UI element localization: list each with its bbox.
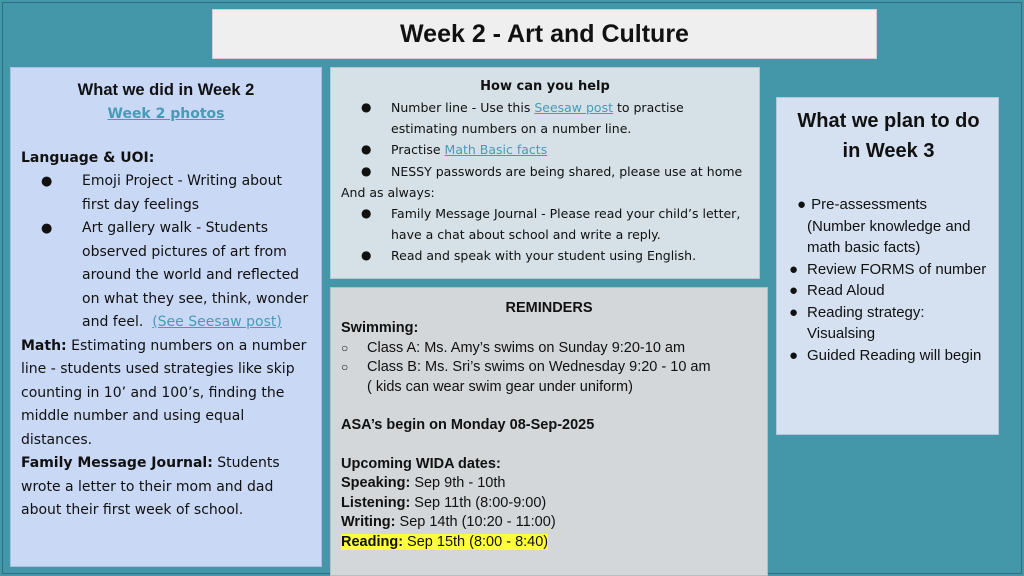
wida-row bbox=[341, 474, 757, 494]
week2-photos-link[interactable]: Week 2 photos bbox=[107, 106, 225, 122]
seesaw-post-link[interactable]: Seesaw post bbox=[534, 100, 613, 115]
class-a-text: Class A: Ms. Amy’s swims on Sunday 9:20-10 am bbox=[367, 339, 686, 356]
wida-value: Sep 15th (8:00 - 8:40) bbox=[403, 533, 549, 550]
list-item bbox=[341, 245, 749, 266]
help-item-text: Family Message Journal - Please read your child’s letter, have a chat about school and write a reply. bbox=[391, 206, 741, 243]
language-list bbox=[41, 170, 311, 335]
bullet-icon: ● bbox=[789, 260, 799, 278]
plan-item-text: Reading strategy: Visualsing bbox=[807, 303, 925, 342]
bullet-icon: ● bbox=[789, 282, 799, 299]
circle-bullet-icon: ○ bbox=[341, 360, 349, 374]
list-item bbox=[341, 161, 749, 182]
wida-heading: Upcoming WIDA dates: bbox=[341, 455, 501, 472]
bullet-icon: ● bbox=[789, 303, 799, 321]
page-title: Week 2 - Art and Culture bbox=[400, 19, 689, 48]
highlight bbox=[341, 534, 548, 550]
class-b-note: ( kids can wear swim gear under uniform) bbox=[367, 378, 633, 395]
circle-bullet-icon: ○ bbox=[341, 340, 349, 355]
math-label: Math: bbox=[21, 337, 67, 354]
bullet-icon: ● bbox=[797, 196, 807, 213]
help-item-text: Read and speak with your student using English. bbox=[391, 248, 697, 264]
wida-row bbox=[341, 533, 757, 553]
reminders-panel bbox=[330, 287, 768, 576]
wida-row bbox=[341, 494, 757, 514]
fmj-paragraph bbox=[21, 452, 311, 523]
wida-label: Writing: bbox=[341, 514, 396, 530]
list-item bbox=[341, 97, 749, 139]
swimming-list bbox=[341, 339, 757, 398]
wida-value: Sep 9th - 10th bbox=[410, 475, 506, 491]
plan-item-text: Read Aloud bbox=[807, 282, 885, 299]
list-item bbox=[41, 170, 311, 217]
bullet-icon: ● bbox=[789, 346, 799, 364]
wida-label: Listening: bbox=[341, 494, 411, 511]
plan-list bbox=[789, 194, 988, 366]
fmj-text: Students wrote a letter to their mom and dad about their first week of school. bbox=[21, 455, 280, 518]
week2-summary-heading: What we did in Week 2 bbox=[77, 81, 255, 99]
bullet-icon: ● bbox=[361, 142, 372, 157]
week3-plan-panel bbox=[776, 97, 999, 435]
language-uoi-heading: Language & UOI: bbox=[21, 149, 155, 166]
list-item bbox=[789, 345, 988, 367]
asa-text: ASA’s begin on Monday 08-Sep-2025 bbox=[341, 417, 595, 433]
help-list bbox=[341, 97, 749, 182]
wida-label: Reading: bbox=[341, 533, 404, 550]
bullet-icon: ● bbox=[41, 221, 53, 236]
fmj-label: Family Message Journal: bbox=[21, 455, 213, 471]
week2-summary-panel bbox=[10, 67, 322, 567]
seesaw-post-link[interactable]: (See Seesaw post) bbox=[152, 314, 282, 330]
list-item bbox=[341, 339, 757, 359]
list-item-text: Emoji Project - Writing about first day feelings bbox=[82, 173, 282, 213]
swimming-heading: Swimming: bbox=[341, 320, 419, 336]
wida-row bbox=[341, 513, 757, 533]
plan-item-text: Review FORMS of number bbox=[807, 260, 987, 278]
list-item bbox=[789, 259, 988, 281]
wida-value: Sep 14th (10:20 - 11:00) bbox=[395, 514, 556, 530]
help-item-text: Practise bbox=[391, 142, 445, 158]
title-box bbox=[212, 9, 877, 59]
math-text: Estimating numbers on a number line - students used strategies like skip counting in 10’ and 100’s, finding the middle number and using equal distances. bbox=[21, 337, 307, 448]
list-item-text: Art gallery walk - Students observed pictures of art from around the world and reflected on what they see, think, wonder and feel. bbox=[82, 220, 309, 330]
list-item bbox=[341, 358, 757, 397]
wida-label: Speaking: bbox=[341, 475, 411, 491]
bullet-icon: ● bbox=[361, 248, 372, 263]
math-paragraph bbox=[21, 335, 311, 453]
bullet-icon: ● bbox=[361, 163, 372, 178]
bullet-icon: ● bbox=[361, 206, 372, 221]
list-item bbox=[789, 194, 988, 259]
help-item-text: to practise estimating numbers on a number line. bbox=[391, 100, 684, 137]
list-item bbox=[789, 302, 988, 345]
math-basic-facts-link[interactable]: Math Basic facts bbox=[444, 142, 548, 158]
list-item bbox=[41, 217, 311, 335]
how-can-you-help-panel bbox=[330, 67, 760, 279]
wida-value: Sep 11th (8:00-9:00) bbox=[410, 494, 547, 511]
reminders-heading: REMINDERS bbox=[505, 300, 593, 316]
list-item bbox=[789, 280, 988, 302]
help-heading: How can you help bbox=[480, 79, 610, 94]
week3-plan-heading: What we plan to do in Week 3 bbox=[797, 110, 980, 162]
bullet-icon: ● bbox=[41, 174, 53, 189]
class-b-text: Class B: Ms. Sri’s swims on Wednesday 9:20 - 10 am bbox=[367, 359, 711, 375]
help-item-text: NESSY passwords are being shared, please use at home bbox=[391, 163, 743, 179]
and-as-always: And as always: bbox=[341, 184, 435, 200]
bullet-icon: ● bbox=[361, 100, 372, 114]
help-item-text: Number line - Use this bbox=[391, 100, 535, 115]
list-item bbox=[341, 139, 749, 160]
list-item bbox=[341, 203, 749, 245]
plan-item-text: Pre-assessments (Number knowledge and math basic facts) bbox=[807, 196, 971, 256]
always-list bbox=[341, 203, 749, 267]
plan-item-text: Guided Reading will begin bbox=[807, 346, 982, 364]
